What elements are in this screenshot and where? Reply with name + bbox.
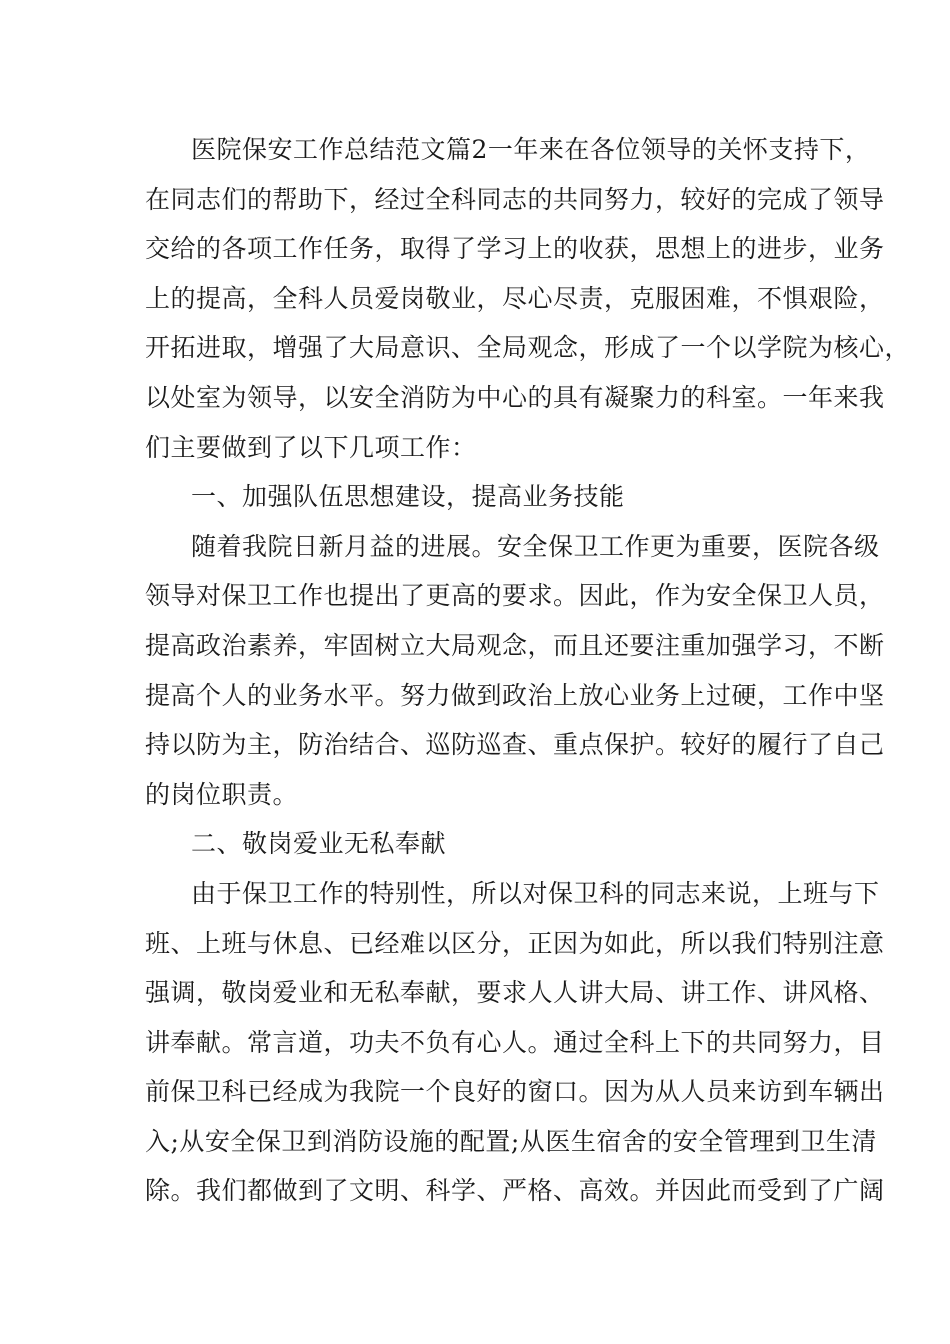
text-line: 由于保卫工作的特别性，所以对保卫科的同志来说，上班与下 [191,878,880,908]
text-line: 除。我们都做到了文明、科学、严格、高效。并因此而受到了广阔 [145,1176,885,1206]
text-line: 随着我院日新月益的进展。安全保卫工作更为重要，医院各级 [191,531,880,561]
text-line: 强调，敬岗爱业和无私奉献，要求人人讲大局、讲工作、讲风格、 [145,978,885,1008]
text-line: 一、加强队伍思想建设，提高业务技能 [191,482,625,512]
text-line: 的岗位职责。 [145,779,299,809]
text-line: 前保卫科已经成为我院一个良好的窗口。因为从人员来访到车辆出 [145,1077,885,1107]
text-line: 班、上班与休息、已经难以区分，正因为如此，所以我们特别注意 [145,928,885,958]
document-body [145,125,911,1216]
text-line: 以处室为领导，以安全消防为中心的具有凝聚力的科室。一年来我 [145,382,885,412]
text-line: 在同志们的帮助下，经过全科同志的共同努力，较好的完成了领导 [145,184,885,214]
text-line: 讲奉献。常言道，功夫不负有心人。通过全科上下的共同努力，目 [145,1027,885,1057]
text-line: 二、敬岗爱业无私奉献 [191,829,447,859]
text-line: 持以防为主，防治结合、巡防巡查、重点保护。较好的履行了自己 [145,730,885,760]
text-line: 提高政治素养，牢固树立大局观念，而且还要注重加强学习，不断 [145,630,885,660]
text-line: 医院保安工作总结范文篇2一年来在各位领导的关怀支持下， [191,135,871,164]
text-line: 们主要做到了以下几项工作： [145,432,477,462]
text-line: 提高个人的业务水平。努力做到政治上放心业务上过硬，工作中坚 [145,680,885,710]
text-line: 上的提高，全科人员爱岗敬业，尽心尽责，克服困难，不惧艰险， [145,283,885,313]
text-line: 开拓进取，增强了大局意识、全局观念，形成了一个以学院为核心， [145,333,911,363]
text-line: 领导对保卫工作也提出了更高的要求。因此，作为安全保卫人员， [145,581,885,611]
text-line: 入;从安全保卫到消防设施的配置;从医生宿舍的安全管理到卫生清 [145,1126,877,1156]
text-line: 交给的各项工作任务，取得了学习上的收获，思想上的进步，业务 [145,234,885,264]
